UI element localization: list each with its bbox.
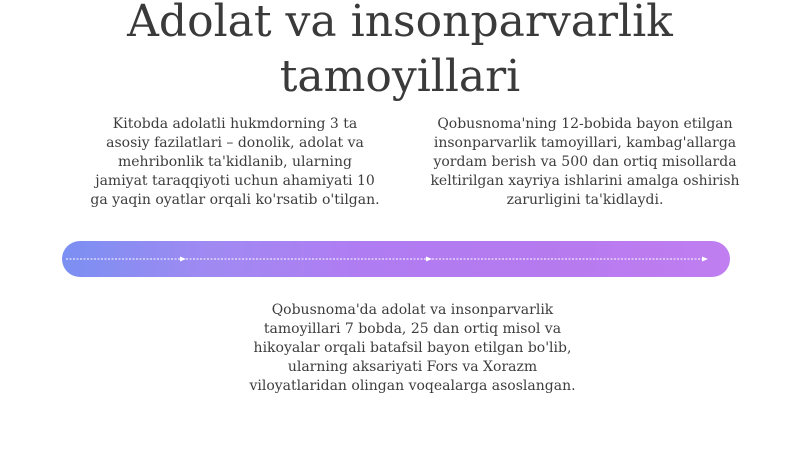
- timeline-arrows: [62, 241, 730, 277]
- title-line-2: tamoyillari: [279, 51, 521, 102]
- timeline-arrow-1-icon: [180, 257, 186, 262]
- timeline-arrow-2-icon: [426, 257, 432, 262]
- right-text-block: Qobusnoma'ning 12-bobida bayon etilgan insonparvarlik tamoyillari, kambag'allarga yordam berish va 500 dan ortiq misollarda keltirilgan xayriya ishlarini amalga oshirish zarurligini ta'kidlaydi.: [430, 116, 740, 208]
- timeline-arrow-3-icon: [702, 257, 708, 262]
- title-line-1: Adolat va insonparvarlik: [127, 0, 673, 47]
- left-text-block: Kitobda adolatli hukmdorning 3 ta asosiy fazilatlari – donolik, adolat va mehribonlik ta'kidlanib, ularning jamiyat taraqqiyoti uchun ahamiyati 10 ga yaqin oyatlar orqali ko'rsatib o'tilgan.: [90, 116, 380, 208]
- slide-title: [0, 0, 800, 104]
- bottom-text-block: Qobusnoma'da adolat va insonparvarlik tamoyillari 7 bobda, 25 dan ortiq misol va hikoyalar orqali batafsil bayon etilgan bo'lib, ularning aksariyati Fors va Xorazm viloyatlaridan olingan voqealarga asoslangan.: [249, 302, 576, 394]
- timeline-bar: [62, 241, 730, 277]
